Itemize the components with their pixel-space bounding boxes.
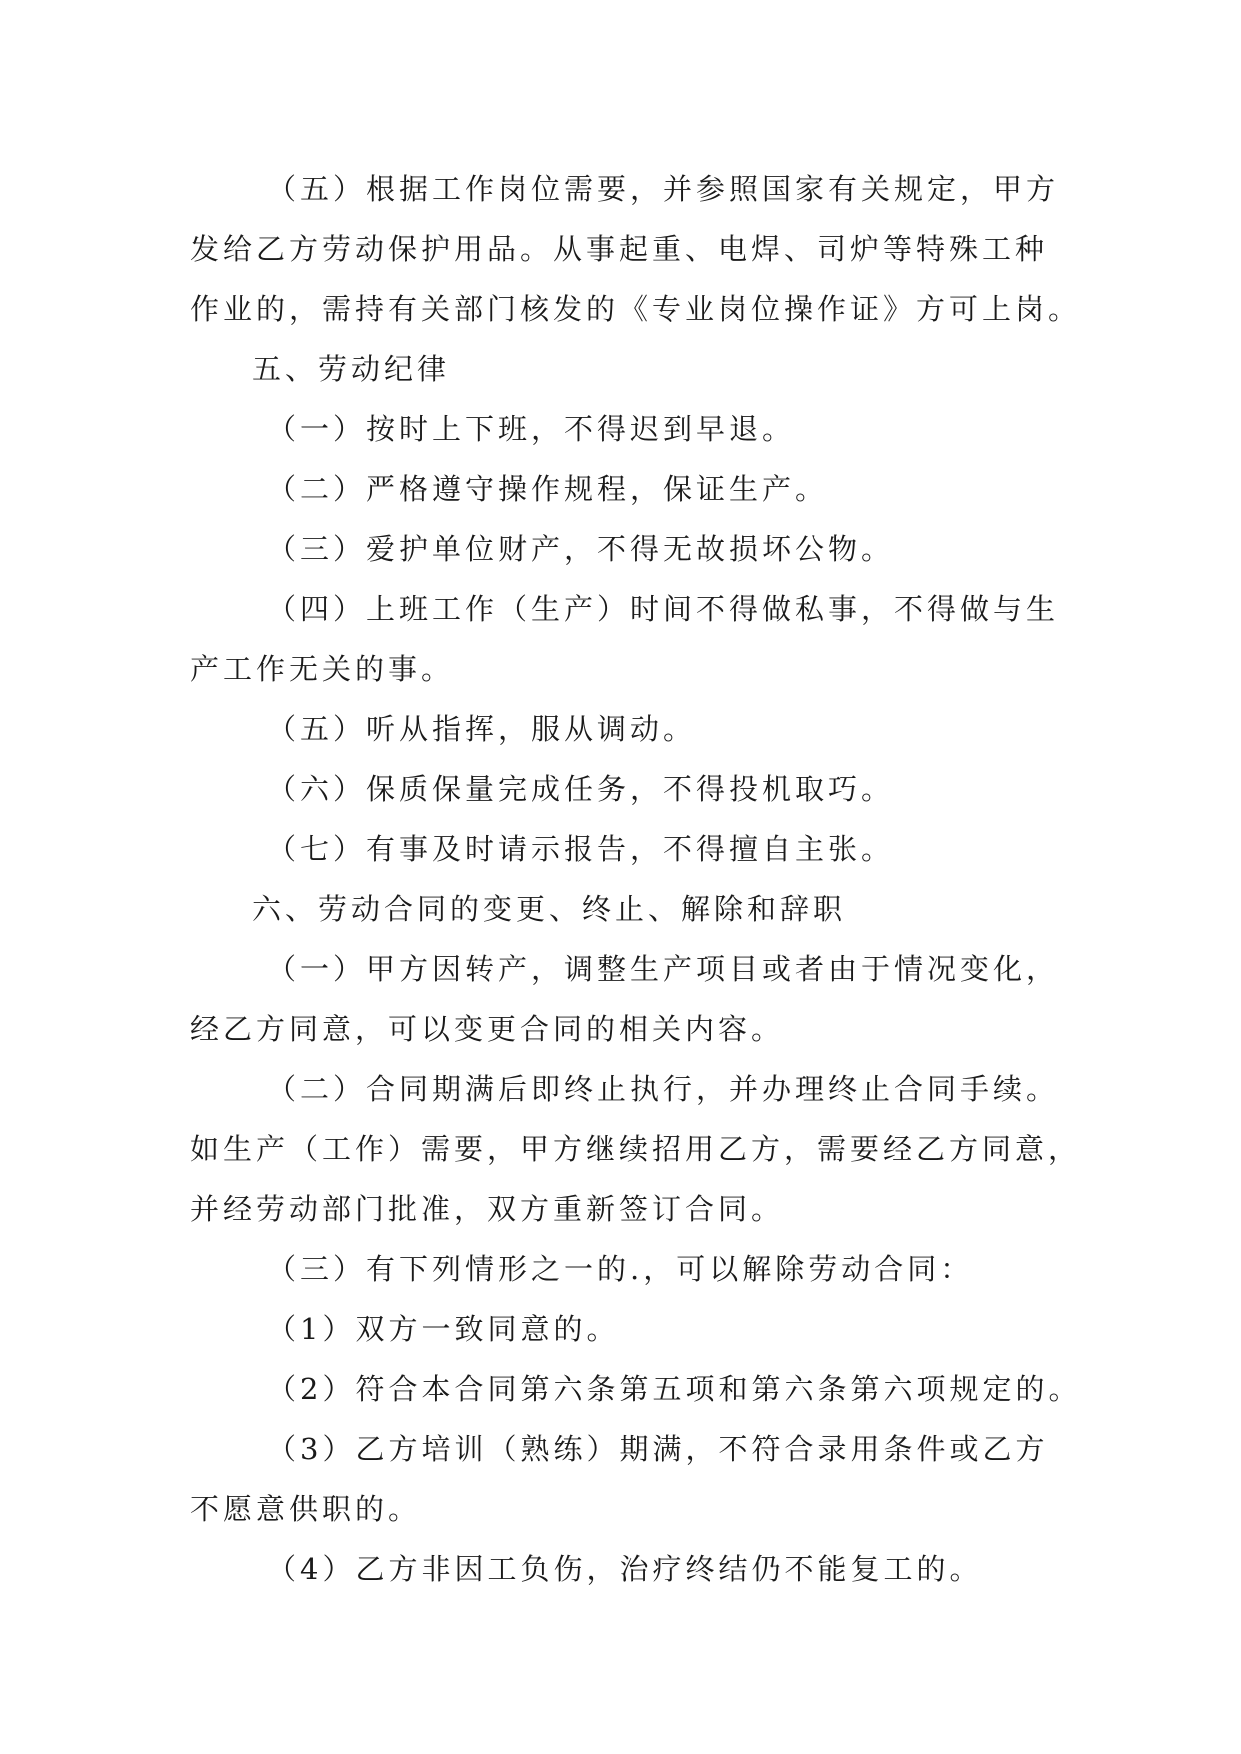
text-line: （1）双方一致同意的。 [267, 1312, 620, 1346]
text-line: 作业的，需持有关部门核发的《专业岗位操作证》方可上岗。 [190, 292, 1082, 326]
text-line: （4）乙方非因工负伤，治疗终结仍不能复工的。 [267, 1552, 983, 1586]
text-line: （3）乙方培训（熟练）期满，不符合录用条件或乙方 [267, 1432, 1049, 1466]
text-line: （二）严格遵守操作规程，保证生产。 [267, 472, 829, 506]
text-line: （2）符合本合同第六条第五项和第六条第六项规定的。 [267, 1372, 1082, 1406]
document-body [190, 159, 1082, 1599]
text-line: 如生产（工作）需要，甲方继续招用乙方，需要经乙方同意， [190, 1132, 1082, 1166]
text-line: 产工作无关的事。 [190, 652, 455, 686]
section-heading: 五、劳动纪律 [252, 352, 451, 386]
text-line: （一）按时上下班，不得迟到早退。 [267, 412, 796, 446]
text-line: （五）根据工作岗位需要，并参照国家有关规定，甲方 [267, 172, 1060, 206]
text-line: （三）爱护单位财产，不得无故损坏公物。 [267, 532, 895, 566]
text-line: 发给乙方劳动保护用品。从事起重、电焊、司炉等特殊工种 [190, 232, 1049, 266]
text-line: （四）上班工作（生产）时间不得做私事，不得做与生 [267, 592, 1060, 626]
text-line: （七）有事及时请示报告，不得擅自主张。 [267, 832, 895, 866]
text-line: 不愿意供职的。 [190, 1492, 422, 1526]
text-line: 经乙方同意，可以变更合同的相关内容。 [190, 1012, 785, 1046]
text-line: （六）保质保量完成任务，不得投机取巧。 [267, 772, 895, 806]
text-line: （二）合同期满后即终止执行，并办理终止合同手续。 [267, 1072, 1060, 1106]
section-heading: 六、劳动合同的变更、终止、解除和辞职 [252, 892, 847, 926]
text-line: （一）甲方因转产，调整生产项目或者由于情况变化， [267, 952, 1060, 986]
text-line: 并经劳动部门批准，双方重新签订合同。 [190, 1192, 785, 1226]
text-line: （三）有下列情形之一的.，可以解除劳动合同： [267, 1252, 974, 1286]
text-line: （五）听从指挥，服从调动。 [267, 712, 697, 746]
